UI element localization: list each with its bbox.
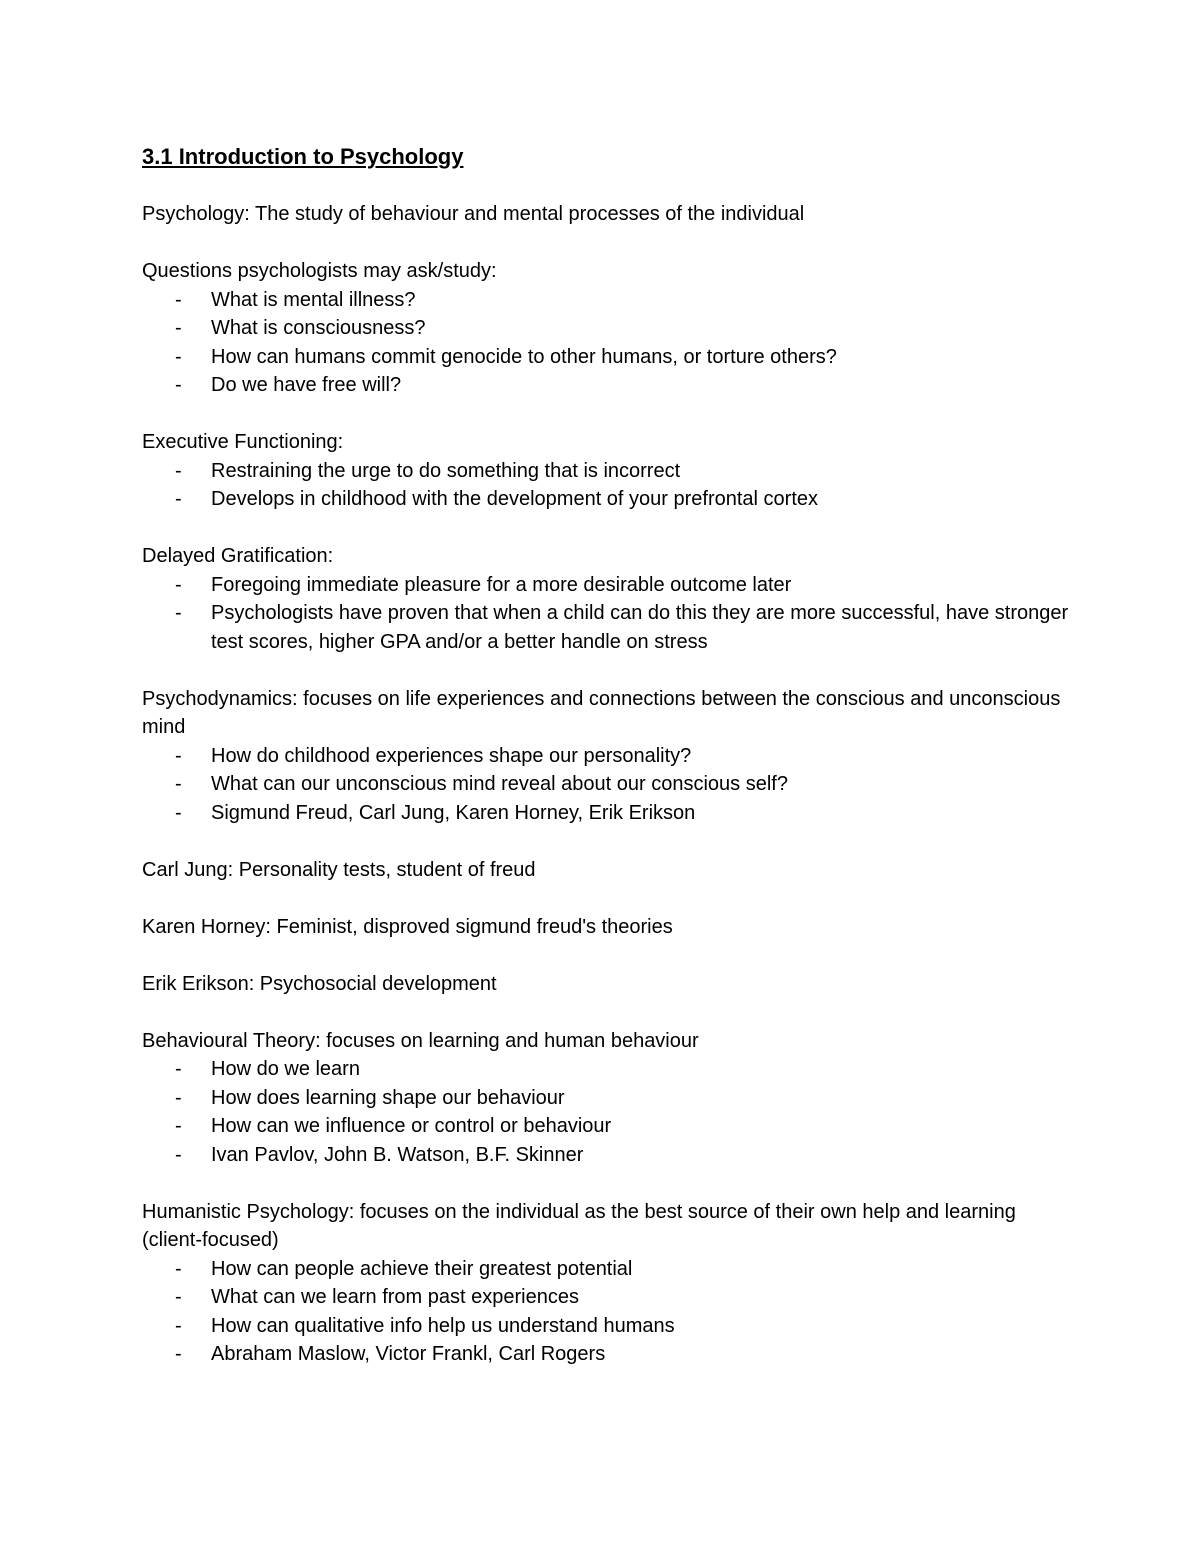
bullet-list [142,742,1072,828]
list-item [142,571,1072,600]
list-item [142,1340,1072,1369]
list-item-text: What can we learn from past experiences [211,1286,579,1308]
dash-bullet-icon: - [175,744,182,767]
dash-bullet-icon: - [175,345,182,368]
list-item-text: How can qualitative info help us understand humans [211,1314,675,1337]
list-item [142,770,1072,799]
section [142,970,1072,999]
bullet-list [142,286,1072,400]
list-item-text: Foregoing immediate pleasure for a more desirable outcome later [211,573,792,596]
dash-bullet-icon: - [175,1058,182,1080]
list-item [142,485,1072,514]
list-item [142,1255,1072,1284]
list-item [142,1084,1072,1113]
list-item [142,1141,1072,1170]
dash-bullet-icon: - [175,1143,182,1166]
list-item-text: What is mental illness? [211,288,416,311]
section-heading: Erik Erikson: Psychosocial development [142,972,497,995]
dash-bullet-icon: - [175,1314,182,1337]
section-heading: Behavioural Theory: focuses on learning and human behaviour [142,1029,699,1052]
dash-bullet-icon: - [175,1343,182,1365]
document-title: 3.1 Introduction to Psychology [142,144,464,169]
list-item-text: Develops in childhood with the development of your prefrontal cortex [211,488,819,510]
section-heading: Questions psychologists may ask/study: [142,260,497,282]
list-item [142,1312,1072,1341]
section-heading: Delayed Gratification: [142,545,334,567]
section [142,685,1072,828]
list-item-text: What is consciousness? [211,317,426,339]
section [142,200,1072,229]
list-item-text: How do we learn [211,1058,360,1080]
bullet-list [142,1255,1072,1369]
list-item [142,799,1072,828]
list-item-text: Sigmund Freud, Carl Jung, Karen Horney, Erik Erikson [211,801,696,824]
section-heading: Psychology: The study of behaviour and mental processes of the individual [142,203,805,225]
list-item [142,742,1072,771]
dash-bullet-icon: - [175,1115,182,1137]
section [142,913,1072,942]
list-item-text: What can our unconscious mind reveal about our conscious self? [211,773,788,795]
list-item-text: Psychologists have proven that when a child can do this they are more successful, have stronger test scores, higher GPA and/or a better handle on stress [211,602,1069,653]
list-item [142,457,1072,486]
section [142,1198,1072,1369]
list-item [142,371,1072,400]
section [142,428,1072,514]
section [142,1027,1072,1170]
dash-bullet-icon: - [175,1257,182,1280]
dash-bullet-icon: - [175,1286,182,1308]
list-item-text: How can we influence or control or behaviour [211,1115,612,1137]
bullet-list [142,571,1072,657]
dash-bullet-icon: - [175,317,182,339]
list-item [142,1283,1072,1312]
dash-bullet-icon: - [175,1086,182,1109]
dash-bullet-icon: - [175,602,182,624]
bullet-list [142,1055,1072,1169]
bullet-list [142,457,1072,514]
section-heading: Psychodynamics: focuses on life experiences and connections between the conscious and unconscious mind [142,687,1061,738]
list-item [142,286,1072,315]
section-heading: Karen Horney: Feminist, disproved sigmund freud's theories [142,915,673,938]
list-item [142,1112,1072,1141]
section-heading: Executive Functioning: [142,431,344,453]
list-item [142,343,1072,372]
section [142,856,1072,885]
dash-bullet-icon: - [175,374,182,396]
dash-bullet-icon: - [175,801,182,824]
list-item-text: How can people achieve their greatest potential [211,1257,633,1280]
dash-bullet-icon: - [175,573,182,596]
list-item [142,314,1072,343]
list-item-text: Ivan Pavlov, John B. Watson, B.F. Skinner [211,1143,584,1166]
list-item-text: Restraining the urge to do something that is incorrect [211,459,681,482]
list-item-text: Do we have free will? [211,374,402,396]
section-heading: Carl Jung: Personality tests, student of freud [142,858,536,881]
dash-bullet-icon: - [175,773,182,795]
section-heading: Humanistic Psychology: focuses on the individual as the best source of their own help and learning (client-focused) [142,1200,1016,1251]
document-body [142,200,1072,1369]
list-item-text: How can humans commit genocide to other humans, or torture others? [211,345,837,368]
list-item-text: How does learning shape our behaviour [211,1086,565,1109]
list-item [142,599,1072,656]
section [142,257,1072,400]
section [142,542,1072,656]
list-item-text: How do childhood experiences shape our personality? [211,744,692,767]
document-page [142,142,1072,1397]
dash-bullet-icon: - [175,459,182,482]
list-item-text: Abraham Maslow, Victor Frankl, Carl Rogers [211,1343,606,1365]
dash-bullet-icon: - [175,288,182,311]
list-item [142,1055,1072,1084]
dash-bullet-icon: - [175,488,182,510]
